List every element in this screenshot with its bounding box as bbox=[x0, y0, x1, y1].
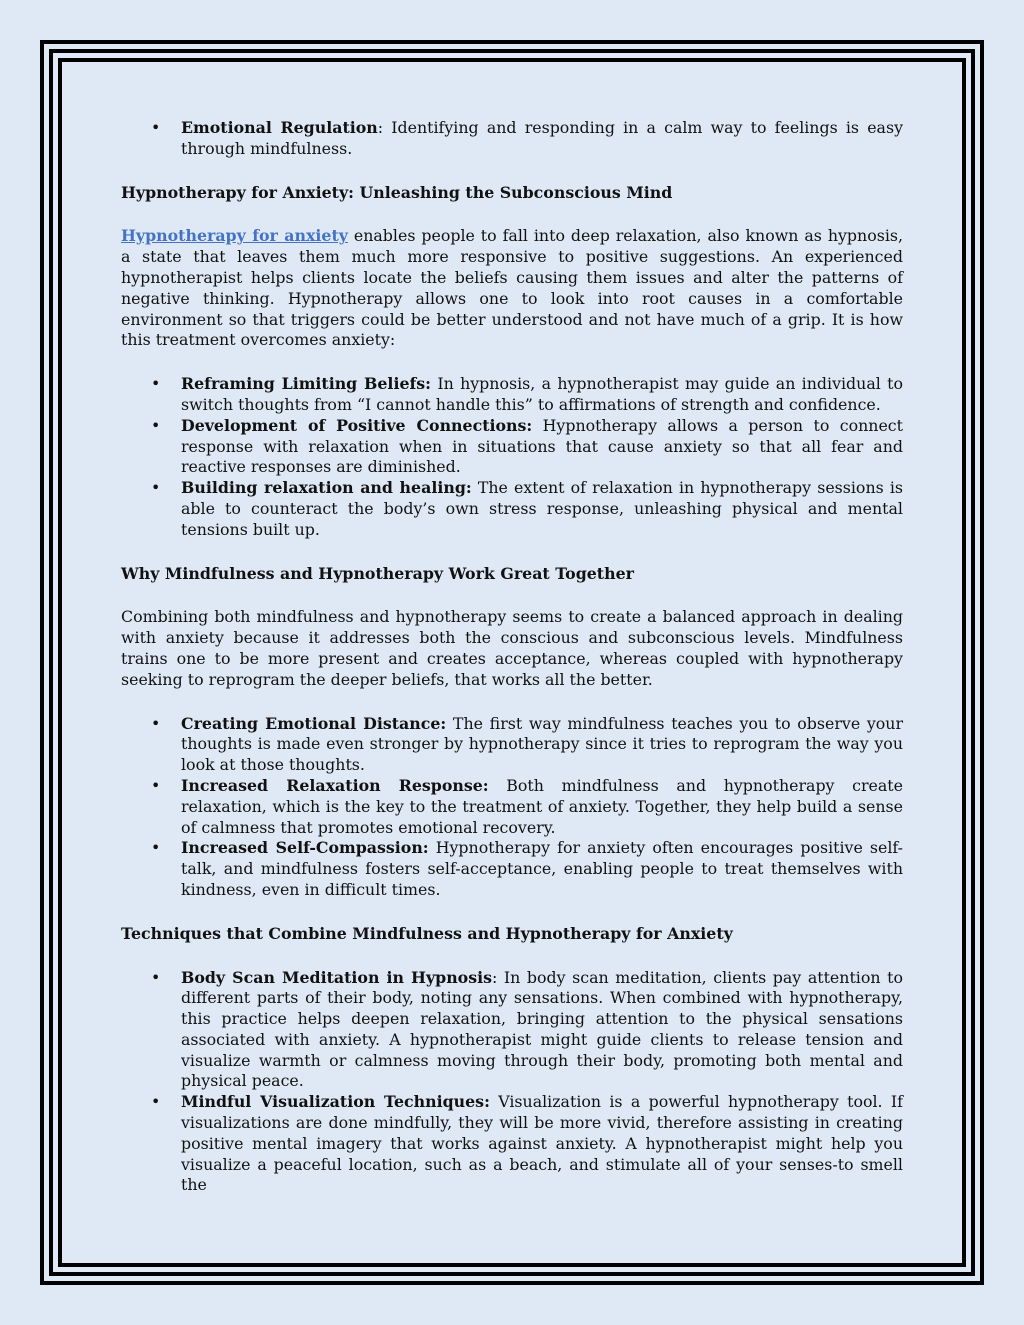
section-heading-techniques: Techniques that Combine Mindfulness and Hypnotherapy for Anxiety bbox=[121, 923, 733, 943]
hypnotherapy-link[interactable]: Hypnotherapy for anxiety bbox=[121, 226, 348, 246]
list-item-term: Emotional Regulation bbox=[181, 118, 378, 137]
section-heading-hypnotherapy: Hypnotherapy for Anxiety: Unleashing the Subconscious Mind bbox=[121, 182, 673, 202]
list-item-text: Hypnotherapy for anxiety often encourages positive self-talk, and mindfulness fosters self-acceptance, enabling people to treat themselves with kindness, even in difficult times. bbox=[181, 838, 903, 899]
list-item-term: Increased Self-Compassion: bbox=[181, 838, 429, 858]
list-item-text: Both mindfulness and hypnotherapy create relaxation, which is the key to the treatment of anxiety. Together, they help build a sense of calmness that promotes emotional recovery. bbox=[181, 775, 903, 837]
list-item bbox=[121, 374, 903, 416]
list-item-term: Reframing Limiting Beliefs: bbox=[181, 374, 432, 394]
list-item-text: : Identifying and responding in a calm way to feelings is easy through mindfulness. bbox=[181, 118, 903, 158]
list-item-term: Creating Emotional Distance: bbox=[181, 713, 447, 733]
list-item bbox=[121, 714, 903, 776]
list-item-text: The extent of relaxation in hypnotherapy sessions is able to counteract the body’s own stress response, unleashing physical and mental tensions built up. bbox=[181, 478, 903, 539]
list-item-text: Hypnotherapy allows a person to connect response with relaxation when in situations that cause anxiety so that all fear and reactive responses are diminished. bbox=[181, 415, 903, 477]
list-item bbox=[121, 1092, 903, 1196]
bullet-list-together bbox=[121, 714, 903, 901]
section-paragraph: Combining both mindfulness and hypnotherapy seems to create a balanced approach in dealing with anxiety because it addresses both the conscious and subconscious levels. Mindfulness trains one to be more present and creates acceptance, whereas coupled with hypnotherapy seeking to reprogram the deeper beliefs, that works all the better. bbox=[121, 607, 903, 689]
list-item-term: Increased Relaxation Response: bbox=[181, 775, 489, 795]
list-item bbox=[121, 838, 903, 900]
list-item-term: Development of Positive Connections: bbox=[181, 415, 533, 435]
list-item bbox=[121, 776, 903, 838]
list-item bbox=[121, 968, 903, 1093]
list-item-text: In hypnosis, a hypnotherapist may guide an individual to switch thoughts from “I cannot handle this” to affirmations of strength and confidence. bbox=[181, 374, 903, 414]
list-item-term: Mindful Visualization Techniques: bbox=[181, 1092, 490, 1112]
list-item bbox=[121, 118, 903, 160]
list-item bbox=[121, 478, 903, 540]
list-item bbox=[121, 416, 903, 478]
paragraph-text: enables people to fall into deep relaxation, also known as hypnosis, a state that leaves them much more responsive to positive suggestions. An experienced hypnotherapist helps clients locate the beliefs causing them issues and alter the patterns of negative thinking. Hypnotherapy allows one to look into root causes in a comfortable environment so that triggers could be better understood and not have much of a grip. It is how this treatment overcomes anxiety: bbox=[121, 226, 904, 350]
list-item-term: Body Scan Meditation in Hypnosis bbox=[181, 967, 493, 987]
page-content bbox=[121, 118, 903, 1196]
bullet-list-hypnotherapy bbox=[121, 374, 903, 540]
section-heading-together: Why Mindfulness and Hypnotherapy Work Great Together bbox=[121, 563, 634, 583]
section-paragraph bbox=[121, 226, 903, 351]
list-item-text: Visualization is a powerful hypnotherapy tool. If visualizations are done mindfully, they will be more vivid, therefore assisting in creating positive mental imagery that works against anxiety. A hypnotherapist might help you visualize a peaceful location, such as a beach, and stimulate all of your senses-to smell the bbox=[181, 1092, 903, 1195]
list-item-text: : In body scan meditation, clients pay attention to different parts of their body, noting any sensations. When combined with hypnotherapy, this practice helps deepen relaxation, bringing attention to the physical sensations associated with anxiety. A hypnotherapist might guide clients to release tension and visualize warmth or calmness moving through their body, promoting both mental and physical peace. bbox=[181, 967, 903, 1091]
list-item-text: The first way mindfulness teaches you to observe your thoughts is made even stronger by hypnotherapy since it tries to reprogram the way you look at those thoughts. bbox=[181, 713, 903, 775]
bullet-list-techniques bbox=[121, 968, 903, 1197]
bullet-list-intro bbox=[121, 118, 903, 160]
list-item-term: Building relaxation and healing: bbox=[181, 478, 472, 498]
